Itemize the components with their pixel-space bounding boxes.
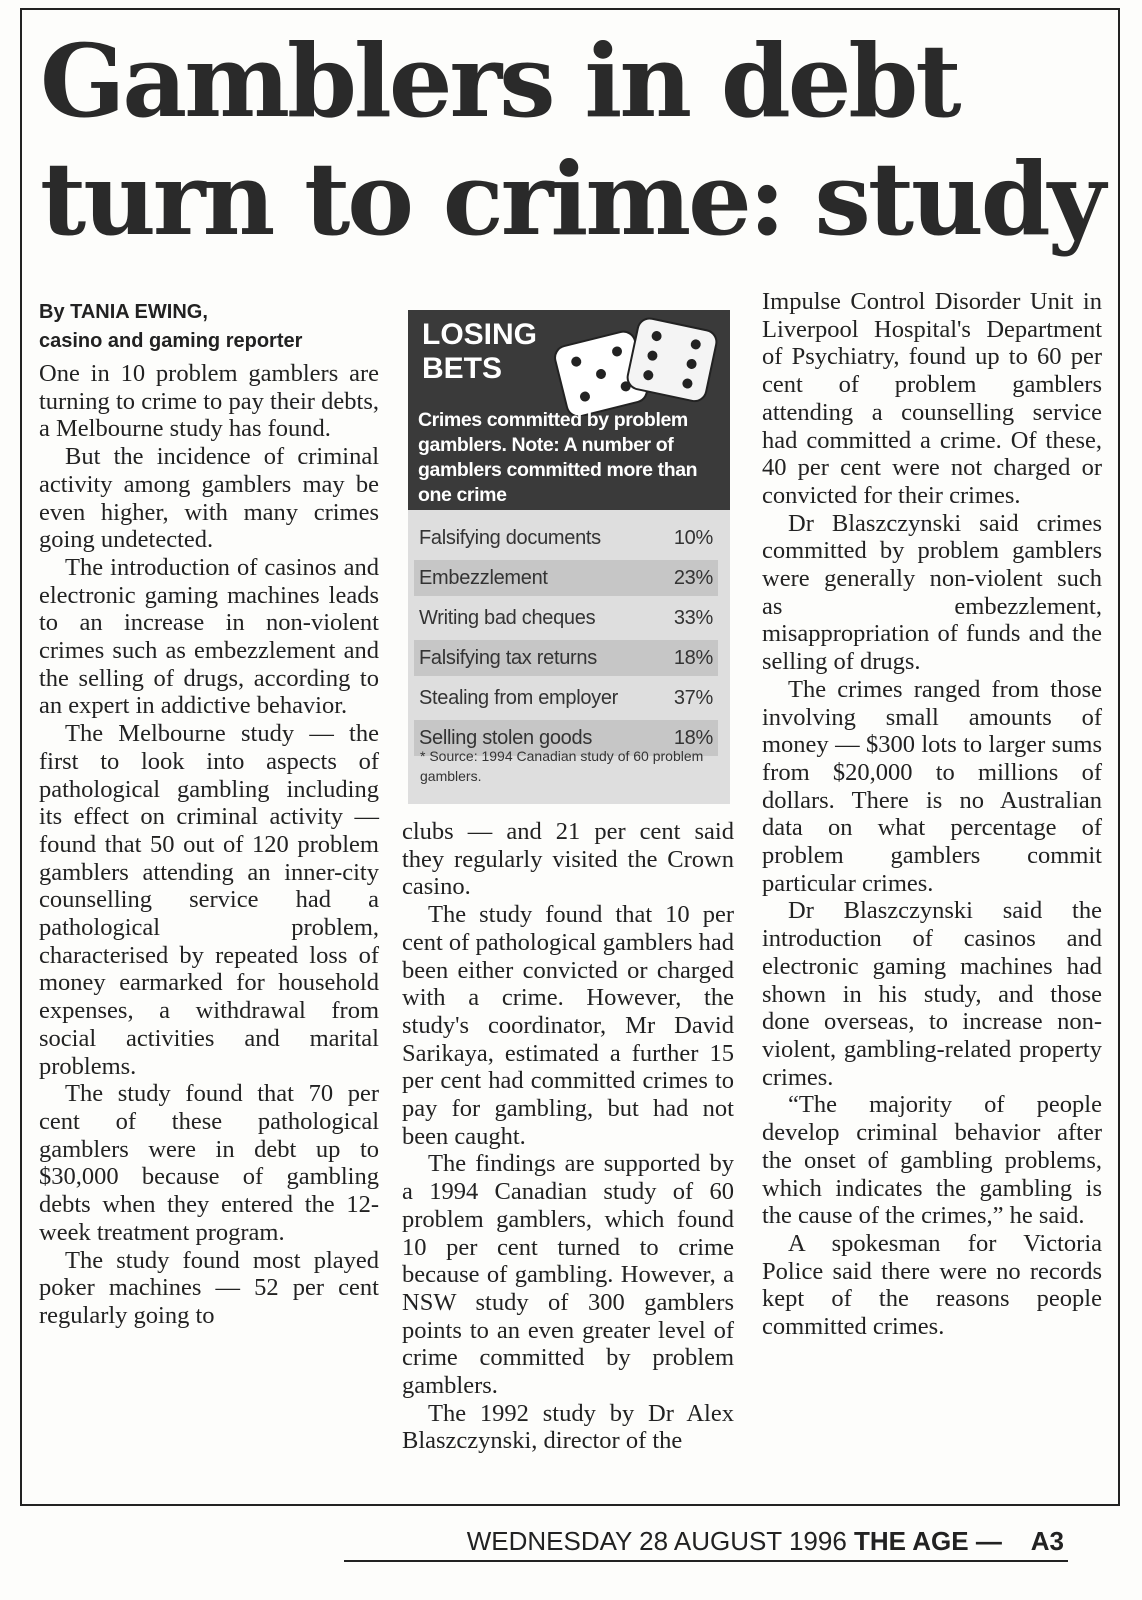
headline: Gamblers in debt turn to crime: study (40, 22, 1103, 258)
article-paragraph: The Melbourne study — the first to look into aspects of pathological gambling including its effect on criminal activity — found that 50 out of 120 problem gamblers attending an inner-city counselling service had a pathological problem, characterised by repeated loss of money earmarked for household expenses, a withdrawal from social activities and marital problems. (39, 720, 379, 1080)
crime-label: Selling stolen goods (414, 718, 648, 758)
crime-label: Writing bad cheques (419, 606, 596, 629)
article-paragraph: clubs — and 21 per cent said they regularly visited the Crown casino. (402, 818, 734, 901)
page-footer (467, 1526, 1064, 1557)
factbox-intro: Crimes committed by problem gamblers. Note: A number of gamblers committed more than one crime (418, 409, 698, 506)
crime-percent: 10% (673, 526, 713, 549)
article-column-1 (39, 298, 379, 1330)
crime-label: Stealing from employer (419, 686, 619, 709)
byline (39, 298, 379, 356)
byline-role: casino and gaming reporter (39, 330, 303, 352)
article-paragraph: The crimes ranged from those involving small amounts of money — $300 lots to larger sums from $20,000 to millions of dollars. There is no Australian data on what percentage of problem gamblers commit particular crimes. (762, 675, 1102, 897)
crime-percent: 37% (673, 686, 713, 709)
factbox-title: LOSING BETS (422, 318, 538, 385)
losing-bets-factbox (408, 310, 730, 804)
article-paragraph: A spokesman for Victoria Police said there were no records kept of the reasons people committed crimes. (762, 1229, 1102, 1341)
article-paragraph: Impulse Control Disorder Unit in Liverpool Hospital's Department of Psychiatry, found up to 60 per cent of problem gamblers attending a counselling service had committed a crime. Of these, 40 per cent were not charged or convicted for their crimes. (762, 288, 1102, 509)
table-row (414, 520, 718, 558)
footer-rule (344, 1560, 1068, 1562)
table-row (414, 638, 718, 678)
article-paragraph: “The majority of people develop criminal behavior after the onset of gambling problems, which indicates the gambling is the cause of the crimes,” he said. (762, 1091, 1102, 1230)
table-row (414, 598, 718, 638)
crime-percent: 33% (673, 606, 713, 629)
factbox-source: * Source: 1994 Canadian study of 60 problem gamblers. (420, 748, 704, 784)
footer-date: WEDNESDAY 28 AUGUST 1996 (466, 1526, 847, 1556)
footer-page-number: A3 (1030, 1526, 1064, 1556)
article-paragraph: The study found most played poker machines — 52 per cent regularly going to (39, 1246, 379, 1329)
article-paragraph: One in 10 problem gamblers are turning to crime to pay their debts, a Melbourne study has found. (39, 360, 379, 443)
dice-icon (546, 312, 726, 416)
article-paragraph: The findings are supported by a 1994 Canadian study of 60 problem gamblers, which found 10 per cent turned to crime because of gambling. However, a NSW study of 300 gamblers points to an even greater level of crime committed by problem gamblers. (402, 1150, 734, 1400)
article-column-2 (402, 818, 734, 1455)
crime-stats-table (414, 520, 718, 760)
crime-percent: 23% (648, 558, 718, 598)
crime-label: Falsifying tax returns (414, 638, 648, 678)
article-paragraph: But the incidence of criminal activity among gamblers may be even higher, with many crimes going undetected. (39, 443, 379, 554)
article-column-3 (762, 288, 1102, 1341)
footer-paper: THE AGE — (854, 1526, 1002, 1556)
article-paragraph: Dr Blaszczynski said crimes committed by problem gamblers were generally non-violent such as embezzlement, misappropriation of funds and the selling of drugs. (762, 509, 1102, 676)
article-paragraph: The 1992 study by Dr Alex Blaszczynski, director of the (402, 1399, 734, 1455)
table-row (414, 678, 718, 718)
crime-label: Falsifying documents (419, 526, 601, 549)
crime-percent: 18% (648, 718, 718, 758)
crime-label: Embezzlement (414, 558, 648, 598)
article-paragraph: The introduction of casinos and electronic gaming machines leads to an increase in non-violent crimes such as embezzlement and the selling of drugs, according to an expert in addictive behavior. (39, 553, 379, 720)
article-paragraph: The study found that 70 per cent of these pathological gamblers were in debt up to $30,000 because of gambling debts when they entered the 12-week treatment program. (39, 1080, 379, 1246)
table-row (414, 558, 718, 598)
crime-percent: 18% (648, 638, 718, 678)
article-frame (20, 8, 1120, 1506)
article-paragraph: Dr Blaszczynski said the introduction of casinos and electronic gaming machines had shown in his study, and those done overseas, to increase non-violent, gambling-related property crimes. (762, 897, 1102, 1091)
article-paragraph: The study found that 10 per cent of pathological gamblers had been either convicted or charged with a crime. However, the study's coordinator, Mr David Sarikaya, estimated a further 15 per cent had committed crimes to pay for gambling, but had not been caught. (402, 901, 734, 1150)
byline-author: By TANIA EWING, (39, 301, 208, 323)
